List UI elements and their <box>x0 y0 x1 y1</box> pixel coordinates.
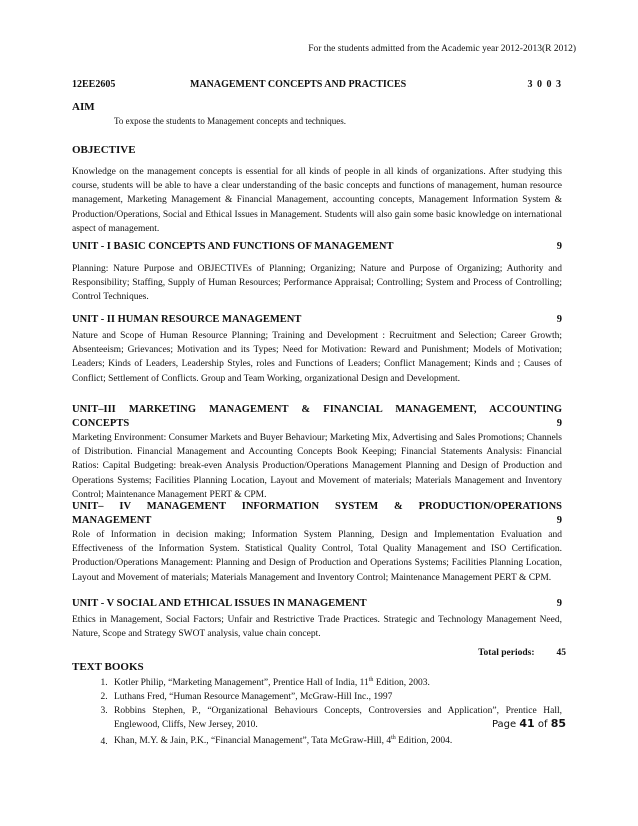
unit-hours: 9 <box>556 241 562 252</box>
header-note: For the students admitted from the Academic year 2012-2013(R 2012) <box>308 44 576 54</box>
unit-title: UNIT - V SOCIAL AND ETHICAL ISSUES IN MANAGEMENT <box>72 598 367 609</box>
book-text-end: Edition, 2003. <box>373 678 430 689</box>
unit-heading <box>72 514 562 528</box>
book-text: Khan, M.Y. & Jain, P.K., “Financial Management”, Tata McGraw-Hill, 4 <box>114 736 392 747</box>
unit-hours: 9 <box>556 515 562 526</box>
objective-text: Knowledge on the management concepts is essential for all kinds of people in all kinds of organizations. After studying this course, students will be able to have a clear understanding of the basic concepts and functions of management, human resource management, Marketing Management & Financial Management, accounting concepts, Management Information System & Production/Operations, Social and Ethical Issues in Management. Students will also gain some basic knowledge on international aspect of management. <box>72 167 562 234</box>
unit-heading <box>72 240 562 254</box>
book-sup: th <box>368 677 374 683</box>
unit-heading <box>72 597 562 611</box>
book-text: Luthans Fred, “Human Resource Management”, McGraw-Hill Inc., 1997 <box>114 691 393 702</box>
page-prefix: Page <box>491 719 517 730</box>
unit-heading <box>72 313 562 327</box>
book-text: Kotler Philip, “Marketing Management”, Prentice Hall of India, 11 <box>114 678 369 689</box>
list-item <box>110 674 562 691</box>
book-text: Robbins Stephen, P., “Organizational Behaviours Concepts, Controversies and Application”, Prentice Hall, Englewood, Cliffs, New Jersey, 2010. <box>114 705 562 730</box>
textbooks-heading: TEXT BOOKS <box>72 661 144 673</box>
textbooks-section <box>72 660 562 749</box>
textbooks-list <box>72 674 562 749</box>
page-of: of <box>537 719 548 730</box>
unit-heading <box>72 417 562 431</box>
unit-text: Planning: Nature Purpose and OBJECTIVEs of Planning; Organizing; Nature and Purpose of Organizing; Authority and Responsibility; Staffing, Supply of Human Resources; Performance Appraisal; Controlling; System and Process of Controlling; Control Techniques. <box>72 264 562 303</box>
unit-title-line2: MANAGEMENT <box>72 515 152 526</box>
unit-text: Marketing Environment: Consumer Markets and Buyer Behaviour; Marketing Mix, Advertising and Sales Promotions; Channels of Distribution. Financial Management and Accounting Concepts Book Keeping; Financial Statements Analysis: Financial Ratios: Capital Budgeting: break-even Analysis Production/Operations Management Planning and Design of Production and Operations Systems; Facilities Planning Location, Layout and Movement of materials; Materials Management and Inventory Control; Maintenance Management PERT & CPM. <box>72 433 562 500</box>
objective-section <box>72 143 562 236</box>
page-total: 85 <box>550 717 566 730</box>
total-value: 45 <box>556 648 566 658</box>
unit-title-line1: UNIT–III MARKETING MANAGEMENT & FINANCIAL MANAGEMENT, ACCOUNTING <box>72 404 562 415</box>
course-code: 12EE2605 <box>72 79 116 90</box>
unit-hours: 9 <box>556 314 562 325</box>
aim-heading: AIM <box>72 101 95 113</box>
objective-heading: OBJECTIVE <box>72 144 136 156</box>
course-title: MANAGEMENT CONCEPTS AND PRACTICES <box>190 79 407 90</box>
page-current: 41 <box>519 717 535 730</box>
unit-title: UNIT - II HUMAN RESOURCE MANAGEMENT <box>72 314 302 325</box>
unit-text: Role of Information in decision making; Information System Planning, Design and Implementation Evaluation and Effectiveness of the Information System. Statistical Quality Control, Total Quality Management and ISO Certification. Production/Operations Management: Planning and Design of Production and Operations Systems; Facilities Planning Location, Layout and Movement of materials; Materials Management and Inventory Control; Maintenance Management PERT & CPM. <box>72 530 562 583</box>
unit-title-line1: UNIT– IV MANAGEMENT INFORMATION SYSTEM & PRODUCTION/OPERATIONS <box>72 501 562 512</box>
unit-text: Nature and Scope of Human Resource Planning; Training and Development : Recruitment and Selection; Career Growth; Absenteeism; Grievances; Motivation and its Types; Need for Motivation: Reward and Punishment; Models of Motivation; Leaders; Kinds of Leaders, Leadership Styles, roles and Functions of Leaders; Conflict Management; Kinds and ; Causes of Conflict; Settlement of Conflicts. Group and Team Working, organizational Design and Development. <box>72 331 562 384</box>
book-sup: th <box>391 735 396 742</box>
unit-title: UNIT - I BASIC CONCEPTS AND FUNCTIONS OF MANAGEMENT <box>72 241 394 252</box>
unit-2 <box>72 313 562 386</box>
course-header <box>72 79 562 93</box>
unit-1 <box>72 240 562 305</box>
unit-5 <box>72 597 562 641</box>
total-periods <box>478 648 566 658</box>
unit-hours: 9 <box>556 598 562 609</box>
aim-text: To expose the students to Management concepts and techniques. <box>114 116 347 126</box>
unit-text: Ethics in Management, Social Factors; Unfair and Restrictive Trade Practices. Strategic and Technology Management Need, Nature, Scope and Strategy SWOT analysis, value chain concept. <box>72 615 562 640</box>
unit-4 <box>72 500 562 585</box>
list-item <box>110 691 562 705</box>
unit-title-line2: CONCEPTS <box>72 418 130 429</box>
course-credits: 3 0 0 3 <box>527 79 562 90</box>
aim-section <box>72 100 562 128</box>
unit-3 <box>72 403 562 502</box>
unit-hours: 9 <box>556 418 562 429</box>
book-text-end: Edition, 2004. <box>395 736 453 747</box>
list-item <box>110 732 562 749</box>
total-label: Total periods: <box>478 648 535 658</box>
page-number <box>492 717 566 730</box>
